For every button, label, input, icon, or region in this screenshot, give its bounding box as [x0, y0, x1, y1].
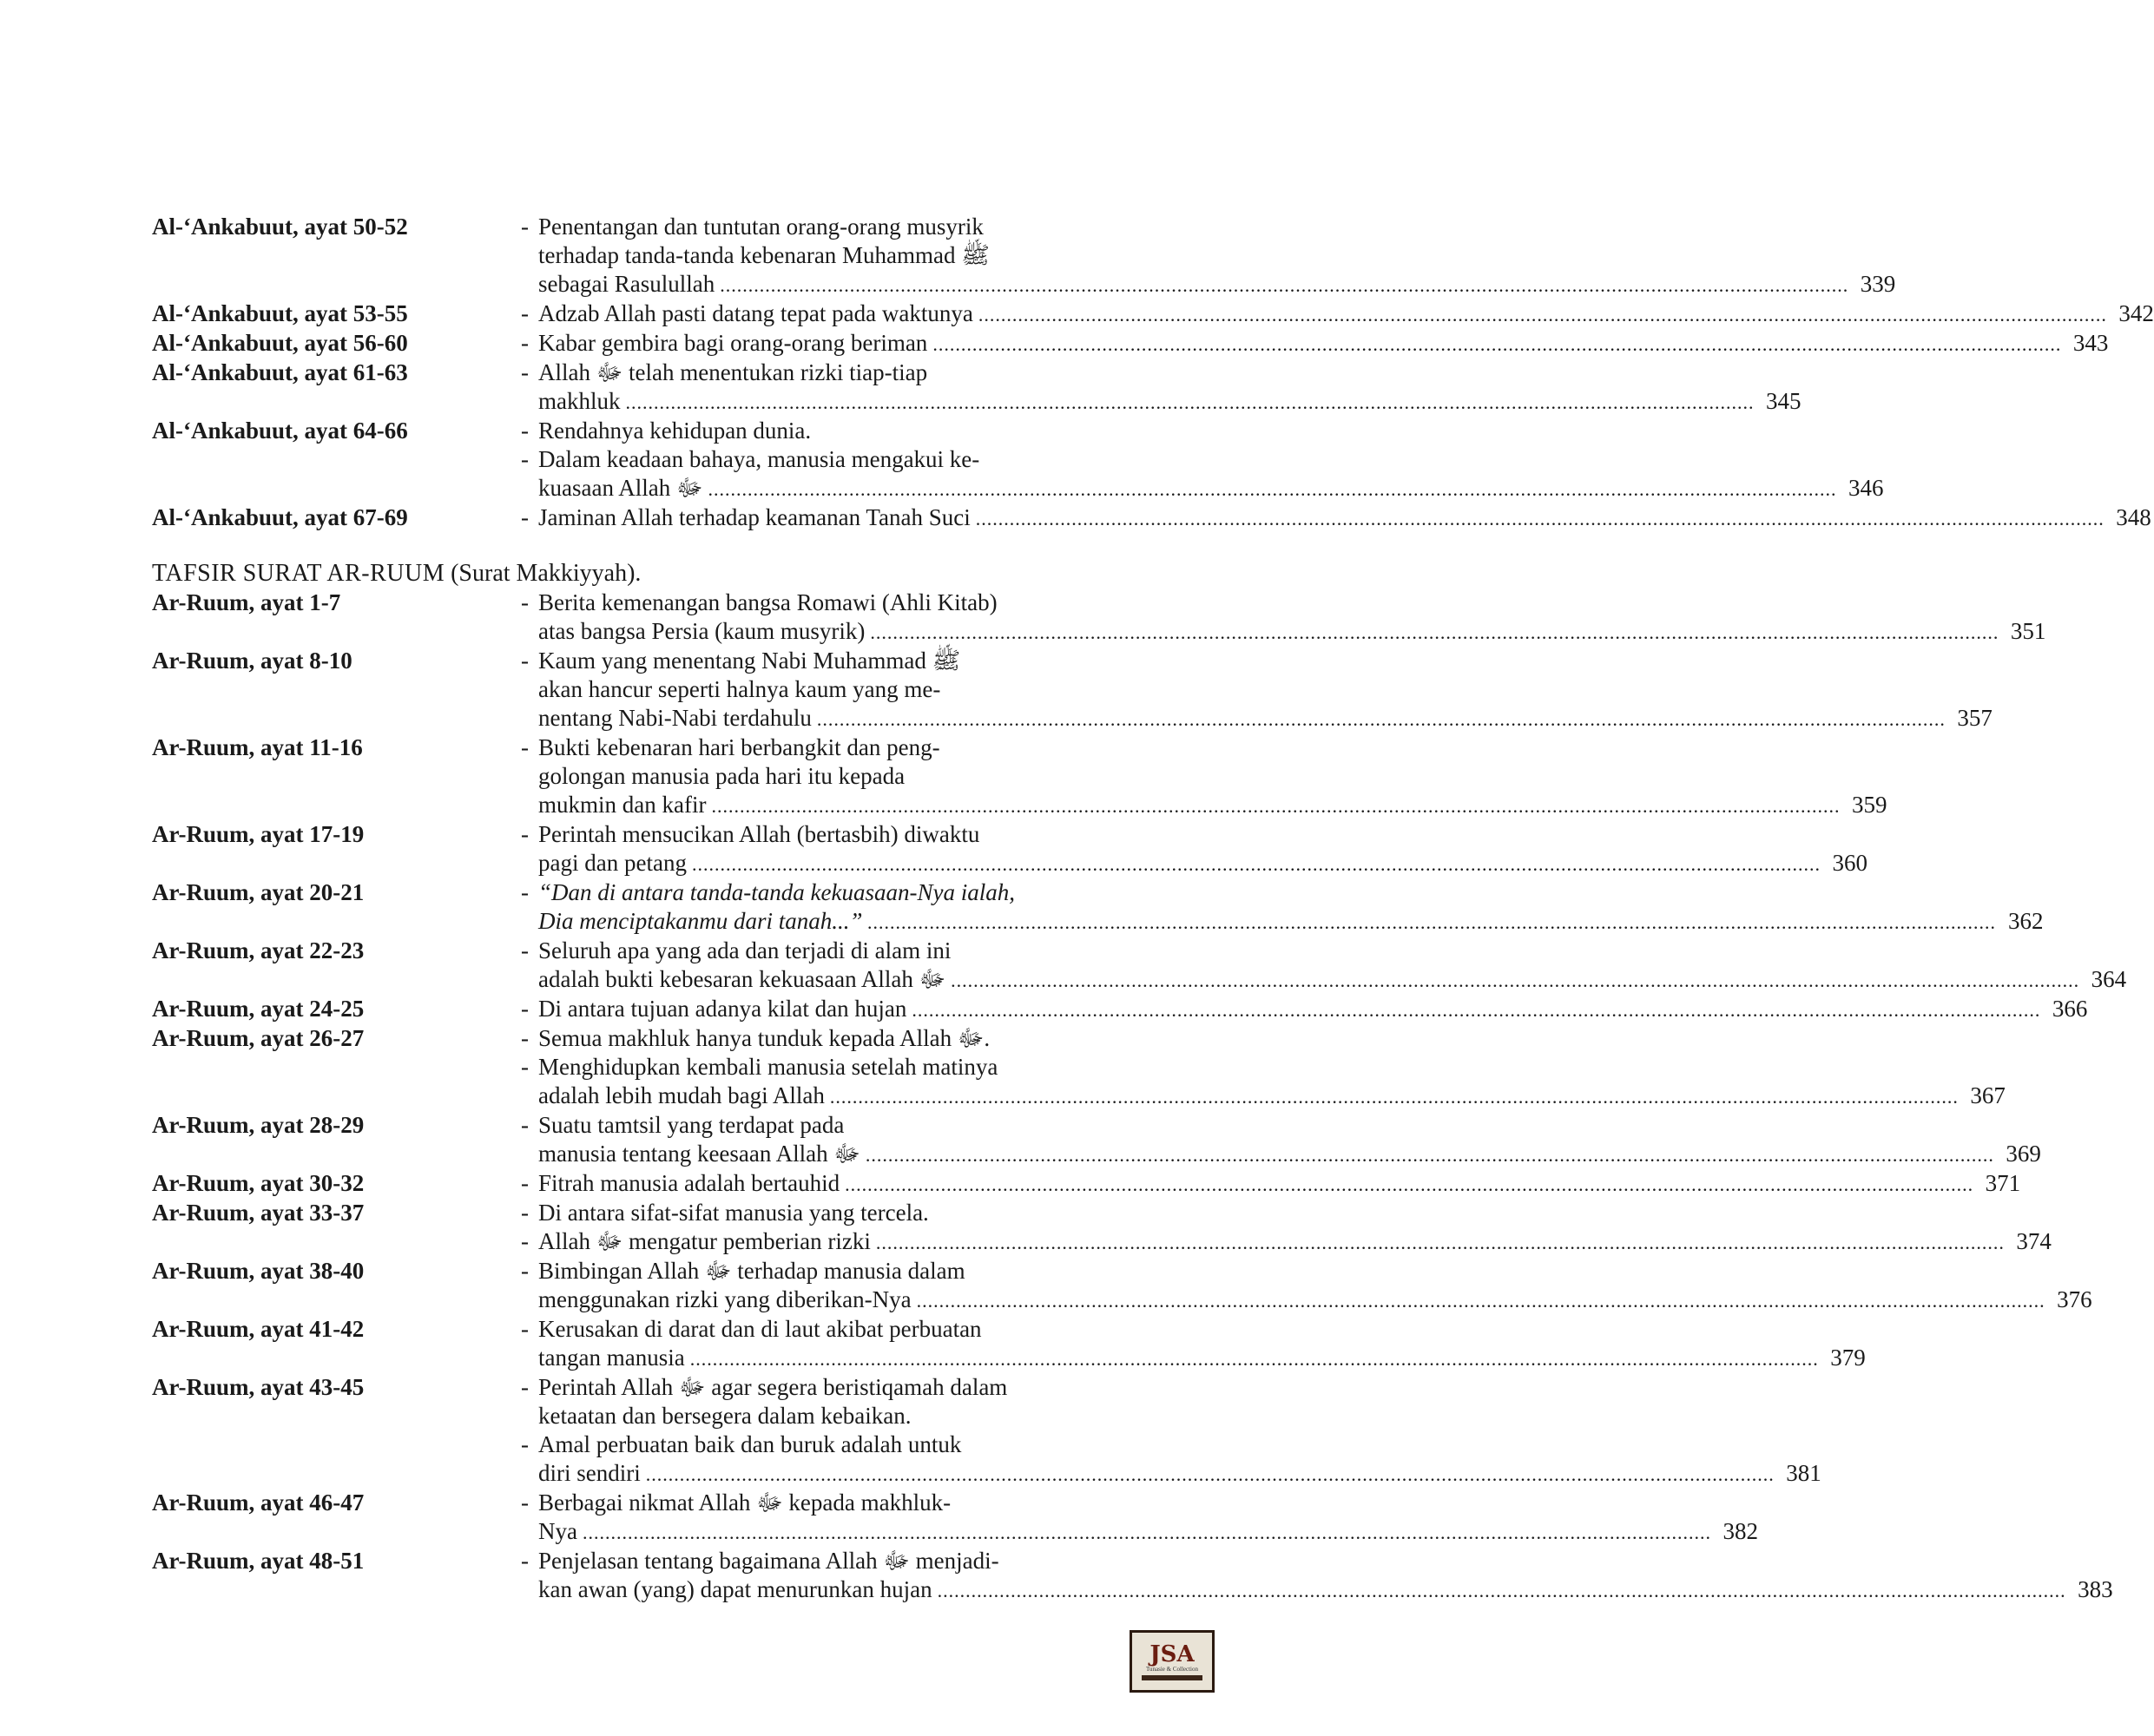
entry-line: [538, 358, 1802, 387]
entry-description: [538, 1199, 2052, 1227]
entry-dash: -: [521, 1170, 529, 1196]
entry-line: [538, 733, 1887, 762]
page-number: 351: [2010, 618, 2046, 644]
toc-row: [152, 878, 2044, 937]
verse-reference: Ar-Ruum, ayat 43-45: [152, 1374, 365, 1400]
entry-line-text: Penjelasan tentang bagaimana Allah ﷻ menjadi-: [538, 1548, 999, 1574]
verse-reference: Ar-Ruum, ayat 41-42: [152, 1316, 365, 1342]
entry-line-text: Berita kemenangan bangsa Romawi (Ahli Kitab): [538, 589, 998, 615]
toc-entries: [521, 1547, 2113, 1605]
section-title-paren: (Surat Makkiyyah).: [451, 560, 642, 587]
entry-line: [538, 1111, 2041, 1140]
entry-line-text: makhluk: [538, 388, 621, 414]
page-number: 360: [1832, 850, 1867, 876]
verse-reference: Ar-Ruum, ayat 26-27: [152, 1025, 365, 1051]
entry-dash: -: [521, 1228, 529, 1254]
entry-description: [538, 647, 1993, 733]
verse-reference: Ar-Ruum, ayat 48-51: [152, 1548, 365, 1574]
entry-line-text: manusia tentang keesaan Allah ﷻ: [538, 1141, 860, 1167]
leader-dots: ........................................................................................................................................................................................................: [932, 333, 2062, 355]
toc-row: [152, 358, 1802, 417]
entry-line-text: Dalam keadaan bahaya, manusia mengakui ke-: [538, 446, 980, 472]
entry-line: [538, 1024, 2006, 1053]
toc-row: [152, 503, 2151, 533]
toc-entry: [521, 1547, 2113, 1605]
page-number: 374: [2016, 1228, 2052, 1254]
page-number: 367: [1970, 1082, 2006, 1108]
toc-entry: [521, 1199, 2052, 1227]
entry-line: [538, 937, 2126, 965]
verse-reference: Ar-Ruum, ayat 17-19: [152, 821, 365, 847]
entry-line-text: nentang Nabi-Nabi terdahulu: [538, 705, 812, 731]
entry-dash: -: [521, 937, 529, 963]
entry-line-text: sebagai Rasulullah: [538, 271, 715, 297]
entry-description: [538, 1053, 2006, 1111]
entry-line-text: adalah bukti kebesaran kekuasaan Allah ﷻ: [538, 966, 946, 992]
leader-dots: ........................................................................................................................................................................................................: [867, 911, 1997, 933]
entry-line: [538, 241, 1895, 270]
entry-line-text: Bimbingan Allah ﷻ terhadap manusia dalam: [538, 1258, 965, 1284]
toc-entries: [521, 1257, 2092, 1315]
entry-line-text: atas bangsa Persia (kaum musyrik): [538, 618, 866, 644]
toc-row: [152, 1257, 2092, 1315]
toc-entries: [521, 878, 2043, 937]
leader-dots: ........................................................................................................................................................................................................: [625, 391, 1755, 413]
entry-line: [538, 965, 2126, 995]
entry-dash: -: [521, 1258, 529, 1284]
entry-line: [538, 995, 2087, 1024]
entry-line: [538, 849, 1867, 878]
entry-dash: -: [521, 734, 529, 760]
entry-line-text: Suatu tamtsil yang terdapat pada: [538, 1112, 845, 1138]
entry-line: [538, 1053, 2006, 1082]
entry-description: [538, 733, 1887, 820]
leader-dots: ........................................................................................................................................................................................................: [870, 621, 1999, 643]
entry-line-text: terhadap tanda-tanda kebenaran Muhammad ﷺ: [538, 242, 990, 268]
leader-dots: ........................................................................................................................................................................................................: [816, 708, 1946, 730]
entry-dash: -: [521, 1200, 529, 1226]
entry-description: [538, 878, 2043, 937]
entry-line: [538, 445, 1883, 474]
entry-line: [538, 1169, 2020, 1199]
toc-entry: [521, 589, 2045, 647]
toc-entries: [521, 995, 2087, 1024]
entry-line-text: Nya: [538, 1518, 577, 1544]
verse-reference: Ar-Ruum, ayat 30-32: [152, 1170, 365, 1196]
leader-dots: ........................................................................................................................................................................................................: [978, 304, 2107, 326]
entry-dash: -: [521, 300, 529, 326]
page-number: 364: [2091, 966, 2127, 992]
entry-line-text: kan awan (yang) dapat menurunkan hujan: [538, 1576, 932, 1602]
toc-entry: [521, 213, 1895, 299]
leader-dots: ........................................................................................................................................................................................................: [875, 1232, 2005, 1253]
toc-entries: [521, 1169, 2020, 1199]
entry-description: [538, 937, 2126, 995]
toc-entries: [521, 213, 1895, 299]
entry-line: [538, 762, 1887, 791]
toc-entry: [521, 1373, 1821, 1430]
entry-dash: -: [521, 1054, 529, 1080]
entry-line-text: Adzab Allah pasti datang tepat pada waktunya: [538, 300, 973, 326]
toc-entry: [521, 1315, 1866, 1373]
entry-line: [538, 1575, 2113, 1605]
toc-entries: [521, 503, 2151, 533]
section-title: [152, 559, 1150, 589]
page-number: 383: [2078, 1576, 2113, 1602]
entry-line-text: Penentangan dan tuntutan orang-orang musyrik: [538, 214, 984, 240]
entry-description: [538, 1024, 2006, 1053]
entry-line: [538, 270, 1895, 299]
page-number: 366: [2052, 996, 2088, 1022]
jsa-logo: [1130, 1630, 1215, 1693]
toc-entry: [521, 1430, 1821, 1489]
entry-line-text: Semua makhluk hanya tunduk kepada Allah ﷻ.: [538, 1025, 991, 1051]
entry-line: [538, 1373, 1821, 1402]
toc-entries: [521, 1373, 1821, 1489]
page-number: 382: [1723, 1518, 1758, 1544]
entry-line-text: Menghidupkan kembali manusia setelah matinya: [538, 1054, 998, 1080]
toc-entries: [521, 1199, 2052, 1257]
entry-dash: -: [521, 418, 529, 444]
entry-description: [538, 1315, 1866, 1373]
entry-line: [538, 589, 2045, 617]
entry-dash: -: [521, 821, 529, 847]
page-number: 346: [1848, 475, 1884, 501]
leader-dots: ........................................................................................................................................................................................................: [720, 274, 1849, 296]
page-number: 343: [2072, 330, 2109, 356]
toc-row: [152, 1547, 2113, 1605]
entry-line: [538, 675, 1993, 704]
entry-line-text: pagi dan petang: [538, 850, 687, 876]
entry-description: [538, 589, 2045, 647]
entry-description: [538, 1111, 2041, 1169]
entry-line: [538, 474, 1883, 503]
entry-description: [538, 1169, 2020, 1199]
entry-line: [538, 329, 2108, 358]
toc-entries: [521, 589, 2045, 647]
leader-dots: ........................................................................................................................................................................................................: [975, 508, 2105, 529]
entry-dash: -: [521, 1316, 529, 1342]
verse-reference: Ar-Ruum, ayat 8-10: [152, 648, 352, 674]
logo-bar: [1142, 1675, 1202, 1680]
entry-line-text: Perintah mensucikan Allah (bertasbih) diwaktu: [538, 821, 980, 847]
toc-entry: [521, 937, 2126, 995]
toc-entries: [521, 299, 2154, 329]
toc-entry: [521, 1489, 1758, 1547]
page-number: 348: [2116, 504, 2151, 530]
entry-dash: -: [521, 1489, 529, 1516]
entry-line: [538, 1257, 2092, 1286]
toc-entry: [521, 647, 1993, 733]
toc-entry: [521, 417, 1883, 445]
entry-line: [538, 820, 1867, 849]
section-title-main: TAFSIR SURAT AR-RUUM: [152, 560, 445, 587]
entry-line-text: Berbagai nikmat Allah ﷻ kepada makhluk-: [538, 1489, 952, 1516]
entry-dash: -: [521, 648, 529, 674]
entry-description: [538, 503, 2151, 533]
entry-line-text: Allah ﷻ telah menentukan rizki tiap-tiap: [538, 359, 928, 385]
toc-entry: [521, 1227, 2052, 1257]
entry-dash: -: [521, 1025, 529, 1051]
toc-entry: [521, 503, 2151, 533]
entry-line: [538, 1344, 1866, 1373]
entry-description: [538, 213, 1895, 299]
entry-line: [538, 617, 2045, 647]
entry-dash: -: [521, 1431, 529, 1457]
toc-entries: [521, 937, 2126, 995]
verse-reference: Ar-Ruum, ayat 28-29: [152, 1112, 365, 1138]
leader-dots: ........................................................................................................................................................................................................: [951, 970, 2080, 991]
entry-dash: -: [521, 996, 529, 1022]
verse-reference: Ar-Ruum, ayat 33-37: [152, 1200, 365, 1226]
toc-row: [152, 213, 1896, 299]
verse-reference: Al-‘Ankabuut, ayat 67-69: [152, 504, 408, 530]
page-number: 345: [1766, 388, 1802, 414]
entry-line: [538, 1459, 1821, 1489]
toc-row: [152, 937, 2127, 995]
toc-row: [152, 1199, 2052, 1257]
verse-reference: Ar-Ruum, ayat 11-16: [152, 734, 363, 760]
toc-entries: [521, 417, 1883, 503]
entry-dash: -: [521, 1548, 529, 1574]
entry-description: [538, 299, 2154, 329]
toc-entry: [521, 329, 2108, 358]
entry-dash: -: [521, 214, 529, 240]
entry-line-text: “Dan di antara tanda-tanda kekuasaan-Nya ialah,: [538, 879, 1015, 905]
toc-row: [152, 299, 2154, 329]
verse-reference: Ar-Ruum, ayat 46-47: [152, 1489, 365, 1516]
entry-line-text: adalah lebih mudah bagi Allah: [538, 1082, 825, 1108]
toc-entries: [521, 820, 1867, 878]
verse-reference: Ar-Ruum, ayat 20-21: [152, 879, 365, 905]
entry-description: [538, 1227, 2052, 1257]
toc-row: [152, 589, 2046, 647]
page-number: 371: [1985, 1170, 2021, 1196]
page-number: 359: [1851, 792, 1887, 818]
toc-row: [152, 733, 1887, 820]
entry-line: [538, 1402, 1821, 1430]
entry-line: [538, 1430, 1821, 1459]
entry-line-text: Di antara tujuan adanya kilat dan hujan: [538, 996, 907, 1022]
toc-entry: [521, 1053, 2006, 1111]
toc-entries: [521, 1024, 2006, 1111]
leader-dots: ........................................................................................................................................................................................................: [708, 478, 1837, 500]
entry-description: [538, 1489, 1758, 1547]
entry-description: [538, 1373, 1821, 1430]
verse-reference: Al-‘Ankabuut, ayat 61-63: [152, 359, 408, 385]
entry-description: [538, 1430, 1821, 1489]
leader-dots: ........................................................................................................................................................................................................: [937, 1580, 2066, 1601]
entry-description: [538, 820, 1867, 878]
entry-dash: -: [521, 446, 529, 472]
toc-entry: [521, 878, 2043, 937]
toc-entries: [521, 647, 1993, 733]
entry-line: [538, 1489, 1758, 1517]
toc-entry: [521, 1257, 2092, 1315]
toc-row: [152, 1373, 1821, 1489]
entry-line: [538, 791, 1887, 820]
entry-line-text: kuasaan Allah ﷻ: [538, 475, 703, 501]
toc-row: [152, 820, 1867, 878]
toc-entries: [521, 329, 2108, 358]
entry-dash: -: [521, 330, 529, 356]
toc-row: [152, 1169, 2021, 1199]
entry-line: [538, 1286, 2092, 1315]
entry-line: [538, 1547, 2113, 1575]
entry-description: [538, 358, 1802, 417]
entry-line: [538, 1517, 1758, 1547]
verse-reference: Ar-Ruum, ayat 24-25: [152, 996, 365, 1022]
leader-dots: ........................................................................................................................................................................................................: [582, 1522, 1711, 1543]
verse-reference: Al-‘Ankabuut, ayat 64-66: [152, 418, 408, 444]
entry-line: [538, 1227, 2052, 1257]
entry-line-text: Rendahnya kehidupan dunia.: [538, 418, 812, 444]
entry-dash: -: [521, 1374, 529, 1400]
verse-reference: Al-‘Ankabuut, ayat 53-55: [152, 300, 408, 326]
toc-entry: [521, 995, 2087, 1024]
entry-line-text: Fitrah manusia adalah bertauhid: [538, 1170, 840, 1196]
verse-reference: Ar-Ruum, ayat 22-23: [152, 937, 365, 963]
entry-line: [538, 1199, 2052, 1227]
toc-row: [152, 1111, 2041, 1169]
toc-entries: [521, 733, 1887, 820]
toc-entry: [521, 358, 1802, 417]
entry-line-text: Allah ﷻ mengatur pemberian rizki: [538, 1228, 871, 1254]
page-number: 369: [2006, 1141, 2041, 1167]
page-number: 376: [2057, 1286, 2092, 1312]
leader-dots: ........................................................................................................................................................................................................: [865, 1144, 1994, 1166]
entry-line-text: menggunakan rizki yang diberikan-Nya: [538, 1286, 912, 1312]
toc-entry: [521, 820, 1867, 878]
entry-line-text: Di antara sifat-sifat manusia yang tercela.: [538, 1200, 929, 1226]
entry-line: [538, 299, 2154, 329]
entry-line: [538, 1315, 1866, 1344]
entry-line-text: Dia menciptakanmu dari tanah...”: [538, 908, 863, 934]
entry-line: [538, 907, 2043, 937]
entry-dash: -: [521, 504, 529, 530]
logo-subtext: Tunasie & Collection: [1145, 1665, 1199, 1673]
toc-entry: [521, 445, 1883, 503]
entry-line-text: Perintah Allah ﷻ agar segera beristiqamah dalam: [538, 1374, 1008, 1400]
entry-line: [538, 1140, 2041, 1169]
entry-description: [538, 995, 2087, 1024]
entry-line-text: ketaatan dan bersegera dalam kebaikan.: [538, 1403, 912, 1429]
entry-line-text: Jaminan Allah terhadap keamanan Tanah Suci: [538, 504, 971, 530]
toc-row: [152, 1024, 2006, 1111]
page-number: 339: [1860, 271, 1896, 297]
leader-dots: ........................................................................................................................................................................................................: [845, 1174, 1974, 1195]
toc-entries: [521, 1111, 2041, 1169]
toc-row: [152, 329, 2109, 358]
leader-dots: ........................................................................................................................................................................................................: [691, 853, 1821, 875]
entry-line-text: Amal perbuatan baik dan buruk adalah untuk: [538, 1431, 962, 1457]
entry-dash: -: [521, 879, 529, 905]
entry-line: [538, 1082, 2006, 1111]
entry-description: [538, 445, 1883, 503]
entry-line: [538, 417, 1883, 445]
page-number: 379: [1830, 1345, 1866, 1371]
toc-entry: [521, 1111, 2041, 1169]
entry-line-text: mukmin dan kafir: [538, 792, 707, 818]
page-number: 342: [2118, 300, 2154, 326]
entry-line: [538, 878, 2043, 907]
toc-entries: [521, 1315, 1866, 1373]
leader-dots: ........................................................................................................................................................................................................: [645, 1463, 1775, 1485]
page-number: 362: [2007, 908, 2044, 934]
verse-reference: Al-‘Ankabuut, ayat 56-60: [152, 330, 408, 356]
toc-entry: [521, 733, 1887, 820]
entry-line-text: Seluruh apa yang ada dan terjadi di alam ini: [538, 937, 952, 963]
entry-line-text: Bukti kebenaran hari berbangkit dan peng-: [538, 734, 940, 760]
page-number: 357: [1957, 705, 1993, 731]
entry-dash: -: [521, 589, 529, 615]
leader-dots: ........................................................................................................................................................................................................: [912, 999, 2041, 1021]
entry-line: [538, 503, 2151, 533]
entry-description: [538, 1547, 2113, 1605]
entry-dash: -: [521, 1112, 529, 1138]
entry-line-text: akan hancur seperti halnya kaum yang me-: [538, 676, 941, 702]
leader-dots: ........................................................................................................................................................................................................: [916, 1290, 2045, 1312]
toc-row: [152, 417, 1884, 503]
entry-line-text: golongan manusia pada hari itu kepada: [538, 763, 906, 789]
entry-line: [538, 647, 1993, 675]
table-of-contents: [152, 213, 2154, 1605]
verse-reference: Al-‘Ankabuut, ayat 50-52: [152, 214, 408, 240]
toc-entries: [521, 1489, 1758, 1547]
leader-dots: ........................................................................................................................................................................................................: [829, 1086, 1959, 1108]
logo-text: JSA: [1149, 1641, 1195, 1667]
entry-line-text: tangan manusia: [538, 1345, 685, 1371]
entry-line-text: Kaum yang menentang Nabi Muhammad ﷺ: [538, 648, 961, 674]
toc-entry: [521, 1024, 2006, 1053]
entry-line: [538, 213, 1895, 241]
toc-row: [152, 1315, 1866, 1373]
entry-description: [538, 1257, 2092, 1315]
entry-description: [538, 417, 1883, 445]
toc-entry: [521, 1169, 2020, 1199]
entry-line-text: diri sendiri: [538, 1460, 641, 1486]
toc-row: [152, 647, 1993, 733]
leader-dots: ........................................................................................................................................................................................................: [711, 795, 1841, 817]
toc-row: [152, 1489, 1758, 1547]
verse-reference: Ar-Ruum, ayat 38-40: [152, 1258, 365, 1284]
toc-entry: [521, 299, 2154, 329]
entry-line: [538, 704, 1993, 733]
page-number: 381: [1786, 1460, 1821, 1486]
leader-dots: ........................................................................................................................................................................................................: [689, 1348, 1819, 1370]
entry-line-text: Kabar gembira bagi orang-orang beriman: [538, 330, 928, 356]
toc-row: [152, 995, 2088, 1024]
entry-line: [538, 387, 1802, 417]
verse-reference: Ar-Ruum, ayat 1-7: [152, 589, 341, 615]
entry-line-text: Kerusakan di darat dan di laut akibat perbuatan: [538, 1316, 982, 1342]
entry-description: [538, 329, 2108, 358]
toc-entries: [521, 358, 1802, 417]
entry-dash: -: [521, 359, 529, 385]
